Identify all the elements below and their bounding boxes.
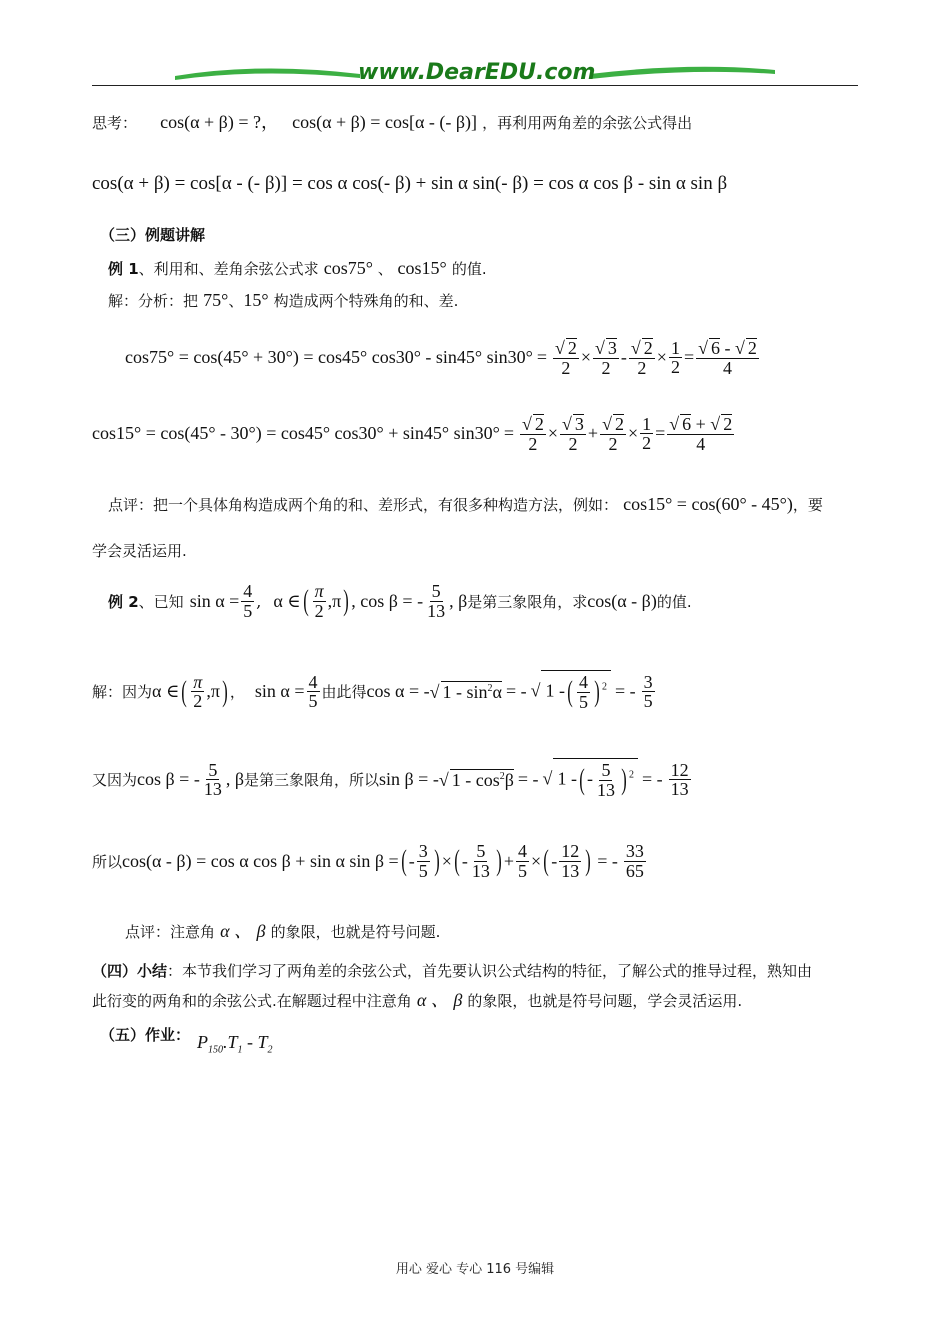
homework: $P_{150}.T_1 - T_2$	[197, 1032, 273, 1056]
cos-beta-value: cos β = -	[137, 769, 200, 790]
think-tail: ，再利用两角差的余弦公式得出	[482, 114, 693, 132]
section-4-label: （四）小结	[92, 962, 168, 980]
example-2-label: 例 2	[108, 592, 139, 611]
analysis-text-end: 构造成两个特殊角的和、差.	[273, 292, 459, 310]
derivation-formula: cos(α + β) = cos[α - (- β)] = cos α cos(- β) + sin α sin(- β) = cos α cos β - sin α sin β	[92, 173, 728, 194]
cos15-lhs: cos15° = cos(45° - 30°) = cos45° cos30° + sin45° sin30°	[92, 423, 500, 444]
angle-75: 75°	[203, 290, 229, 310]
think-line	[92, 108, 692, 134]
example-2-text-b: 是第三象限角，求	[467, 592, 588, 611]
so-text: 所以	[92, 852, 123, 871]
result-sign: = -	[614, 681, 636, 702]
header-logo	[170, 58, 780, 88]
section-5-label: （五）作业：	[100, 1026, 191, 1044]
think-equation: cos(α + β) = cos[α - (- β)]	[292, 112, 477, 132]
comment-text: 点评：把一个具体角构造成两个角的和、差形式，有很多种构造方法，例如：	[108, 496, 619, 514]
comma: ，	[229, 683, 245, 702]
alpha-beta: α 、 β	[220, 921, 266, 941]
comment-text-b: ，要	[792, 496, 823, 514]
example-2-text-c: 的值.	[656, 592, 692, 611]
quadrant-text: 是第三象限角，所以	[244, 771, 380, 790]
comment-label: 点评：注意角	[125, 923, 216, 941]
example-2-text: 、已知	[138, 592, 184, 611]
angle-15: 15°	[243, 290, 269, 310]
final-expansion: cos(α - β) = cos α cos β + sin α sin β =	[122, 850, 399, 871]
section-3-heading: （三）例题讲解	[100, 226, 206, 244]
sin-beta-value: sin β = -	[379, 769, 439, 790]
example-1-label: 例 1	[108, 260, 139, 278]
solution-label: 解：因为	[92, 683, 153, 702]
cos-alpha-value: cos α = -	[366, 681, 430, 702]
example-1-comment-end: 学会灵活运用.	[92, 542, 187, 560]
section-4-text-2a: 此衍变的两角和的余弦公式.在解题过程中注意角	[92, 992, 412, 1010]
section-4-text-2b: 的象限，也就是符号问题，学会灵活运用.	[467, 992, 743, 1010]
target-expression: cos(α - β)	[587, 590, 657, 611]
cos75-expansion: cos75° = cos(45° + 30°) = cos45° cos30° - sin45° sin30° = $\frac{√ 2}{2}$ × $\frac{√ 3}{2}$ - $\frac{√ 2}{2}$ × $\frac{1}{2}$ = $\frac{√ 6 - √ 2}{4}$	[125, 337, 757, 378]
beta: , β	[449, 590, 468, 611]
example-1-analysis: 解：分析：把 75°、15° 构造成两个特殊角的和、差.	[108, 290, 459, 310]
cos75-term: cos75°	[323, 258, 373, 278]
section-5	[100, 1024, 190, 1045]
cos-beta: , cos β = -	[351, 590, 424, 611]
example-2-comment	[125, 917, 440, 943]
separator: 、	[372, 260, 398, 278]
because-text: 又因为	[92, 771, 138, 790]
think-label: 思考：	[92, 114, 138, 132]
solution-line-1: 解：因为 α ∈ ( $\frac{\pi}{2}$ ,π ) ， sin α = $\frac{4}{5}$ 由此得 cos α = - √ $1 - \sin^2\alpha$ = - √ 1 -( $\frac{4}{5}$ ) $^2$ = - $\frac{3}{5}$	[92, 671, 653, 712]
comment-end: 的象限，也就是符号问题.	[270, 923, 441, 941]
alpha-interval: α ∈	[273, 590, 301, 611]
section-4-alpha-beta: α 、 β	[416, 990, 463, 1010]
section-4-text-1: ：本节我们学习了两角差的余弦公式，首先要认识公式结构的特征，了解公式的推导过程，熟知由	[167, 962, 813, 980]
header-rule	[92, 85, 858, 86]
example-2-statement: 例 2 、已知 sin α = $\frac{4}{5}$ , α ∈ ( $\frac{\pi}{2}$ ,π ) , cos β = - $\frac{5}{13}$ , β 是第三象限角，求 cos(α - β) 的值.	[108, 581, 692, 621]
section-4-line-2	[92, 986, 742, 1012]
therefore-text: 由此得	[321, 683, 367, 702]
solution-line-2: 又因为 cos β = - $\frac{5}{13}$ , β 是第三象限角，所以 sin β = - √ $1 - \cos^2\beta$ = - √ 1 -( - $\frac{5}{13}$ ) $^2$ = - $\frac{12}{13}$	[92, 759, 689, 800]
cos15-expansion: cos15° = cos(45° - 30°) = cos45° cos30° + sin45° sin30° = $\frac{√ 2}{2}$ × $\frac{√ 3}{2}$ + $\frac{√ 2}{2}$ × $\frac{1}{2}$ = $\frac{√ 6 + √ 2}{4}$	[92, 413, 733, 454]
example-1-statement	[108, 258, 487, 279]
page-footer: 用心 爱心 专心 116 号编辑	[395, 1262, 555, 1277]
comment-formula: cos15° = cos(60° - 45°)	[623, 494, 793, 514]
cos15-term: cos15°	[397, 258, 447, 278]
analysis-text: 解：分析：把	[108, 292, 199, 310]
sin-alpha: sin α =	[189, 590, 240, 611]
example-1-comment	[108, 494, 823, 515]
cos75-lhs: cos75° = cos(45° + 30°) = cos45° cos30° - sin45° sin30°	[125, 347, 533, 368]
example-1-text-end: 的值.	[451, 260, 487, 278]
section-4	[92, 960, 812, 981]
think-question: cos(α + β) = ?，	[160, 112, 279, 132]
sin-alpha-value: sin α =	[254, 681, 305, 702]
example-1-text: 、利用和、差角余弦公式求	[138, 260, 319, 278]
logo-text: www.DearEDU.com	[358, 60, 596, 85]
solution-line-3: 所以 cos(α - β) = cos α cos β + sin α sin β = ( - $\frac{3}{5}$ ) × ( - $\frac{5}{13}$ ) + $\frac{4}{5}$ × ( - $\frac{12}{13}$ ) = - $\frac{33}{65}$	[92, 841, 644, 881]
